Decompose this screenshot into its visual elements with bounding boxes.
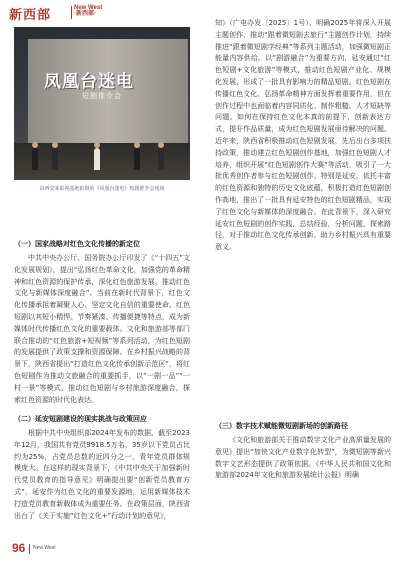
banner-subtitle: 短剧推介会	[82, 92, 122, 100]
event-photo	[14, 27, 190, 180]
audience-figure	[52, 148, 58, 170]
section-heading-2: （二）延安短剧建设的现实挑战与政策回应	[14, 415, 147, 423]
footer-magazine-name: New West	[33, 545, 56, 551]
body-paragraph: 中共中央办公厅、国务院办公厅印发了《“十四五”文化发展规划》，提出“弘扬红色革命文化，加强党的革命精神和红色资源的保护传承，深化红色旅游发展，推动红色文化与新媒体深度融合”。当前在新时代背景下，红色文化传播承担着凝聚人心、坚定文化自信的重要使命。红色短剧以其短小精悍、节奏紧凑、传播便捷等特点，成为新媒体时代传播红色文化的重要载体。文化和旅游部等部门联合推动的“红色旅游+短视频”等系列活动，为红色短剧的发展提供了政策支撑和资源保障。在乡村振兴战略的背景下，陕西省提出“打造红色文化传承创新示范区”，将红色短剧作为推动文旅融合的重要抓手，以“一剧一品”“一村一景”等模式，推动红色短剧与乡村旅游深度融合，探索红色资源的时代化表达。	[14, 254, 190, 404]
page-number: 96	[12, 541, 26, 555]
body-paragraph: 《文化和旅游部关于推动数字文化产业高质量发展的意见》提出“加快文化产业数字化转型”，为微短剧等新兴数字文艺形态提供了政策依据。《中华人民共和国文化和旅游部2024年文化和旅游发展统计公报》明确	[215, 436, 391, 480]
audience-figure	[32, 148, 38, 170]
body-paragraph: 知》（广电办发〔2025〕1号），明确2025年将深入开展主题创作，推动“跟着微短剧去旅行”主题创作计划，持续推进“跟着微短剧学经典”等系列主题活动，加强微短剧正能量内容供给。以“剧游融合”为重要方向，延安通过“红色短剧+文化旅游”等模式，推动红色短剧产业化、规模化发展，形成了一批具有影响力的精品短剧。红色短剧在传播红色文化、弘扬革命精神方面发挥着重要作用，但在创作过程中也面临着内容同质化、制作粗糙、人才短缺等问题。如何在保持红色文化本真的前提下，创新表达方式，提升作品质量，成为红色短剧发展亟待解决的问题。近年来，陕西省积极推动红色短剧发展，先后出台多项扶持政策，推动建立红色短剧创作基地，加强红色短剧人才培养，组织开展“红色短剧创作大赛”等活动，吸引了一大批优秀创作者参与红色短剧创作。特别是延安，依托丰富的红色资源和独特的历史文化底蕴，积极打造红色短剧创作高地，推出了一批具有延安特色的红色短剧精品，实现了红色文化与新媒体的深度融合。在此背景下，深入研究延安红色短剧的创作实践，总结经验，分析问题，探索路径，对于推动红色文化传承创新、助力乡村振兴具有重要意义。	[215, 19, 391, 252]
logo-divider	[71, 6, 72, 19]
banner-title: 凤凰台迷电	[44, 72, 134, 92]
logo-en-line2: ·新西部·	[74, 11, 96, 17]
section-heading-1: （一）国家战略对红色文化传播的新定位	[14, 240, 140, 248]
magazine-logo: 新西部	[9, 8, 52, 23]
speaker-figure	[94, 148, 100, 170]
photo-caption: 由西安某影视基地拍摄的《凤凰台迷电》短剧推介会现场	[39, 186, 165, 192]
footer-divider	[29, 544, 30, 554]
audience-figure	[158, 148, 164, 170]
section-heading-3: （三）数字技术赋能微短剧新场的创新路径	[215, 422, 348, 430]
audience-figure	[134, 148, 140, 170]
body-paragraph: 根据中共中央组织部2024年发布的数据，截至2023年12月，我国共有党员9918.5万名，35岁以下党员占比约为25%，占党员总数的近四分之一，青年党员群体规模庞大。在这样的现实背景下，《中共中央关于加强新时代党员教育的指导意见》明确提出要“创新党员教育方式”，延安作为红色文化的重要发源地，运用新媒体技术打造党员教育新载体成为重要任务。在政策层面，陕西省出台了《关于实施“红色文化+”行动计划的意见》，	[14, 429, 190, 520]
logo-en-line1: New West	[74, 5, 103, 11]
magazine-logo-en	[74, 5, 102, 17]
